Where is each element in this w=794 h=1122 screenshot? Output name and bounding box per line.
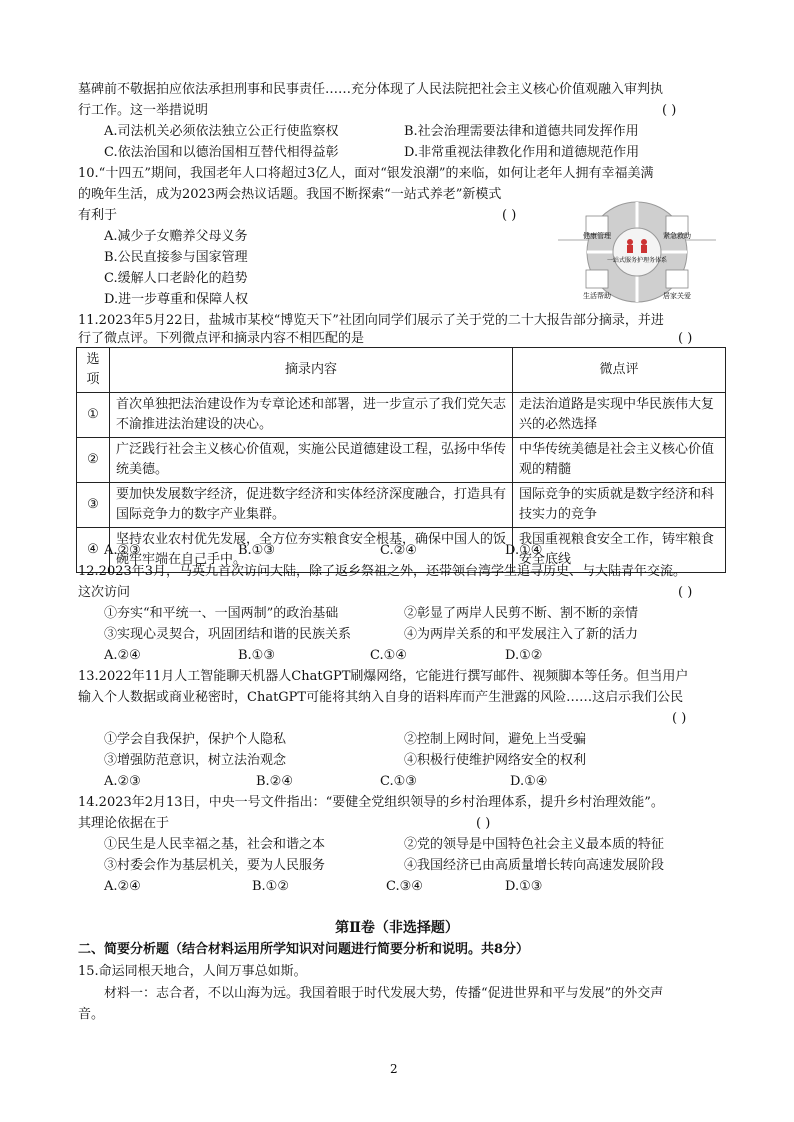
q10-stem-line1: 10.“十四五”期间，我国老年人口将超过3亿人，面对“银发浪潮”的来临，如何让老年人拥有幸福美满 <box>78 166 654 181</box>
q13-stem-line1: 13.2022年11月人工智能聊天机器人ChatGPT刷爆网络，它能进行撰写邮件、视频脚本等任务。但当用户 <box>78 669 689 684</box>
q12-statement-4: ④为两岸关系的和平发展注入了新的活力 <box>404 627 639 642</box>
diagram-seg-home: 居家关爱 <box>663 292 691 300</box>
q11-stem-line1: 11.2023年5月22日，盐城市某校“博览天下”社团向同学们展示了关于党的二十大报告部分摘录，并进 <box>78 313 664 328</box>
diagram-seg-emergency: 紧急救助 <box>663 232 691 240</box>
q12-statement-2: ②彰显了两岸人民剪不断、割不断的亲情 <box>404 606 639 621</box>
q11-stem-line2: 行了微点评。下列微点评和摘录内容不相匹配的是 <box>78 331 365 346</box>
q9-stem-line1: 墓碑前不敬据拍应依法承担刑事和民事责任……充分体现了人民法院把社会主义核心价值观融入审判执 <box>78 82 664 97</box>
q9-option-b: B.社会治理需要法律和道德共同发挥作用 <box>404 124 639 139</box>
q14-stem-line1: 14.2023年2月13日，中央一号文件指出：“要健全党组织领导的乡村治理体系，提升乡村治理效能”。 <box>78 795 664 810</box>
diagram-center-label: 一站式服务护理务体系 <box>606 257 668 264</box>
table-cell-comment: 中华传统美德是社会主义核心价值观的精髓 <box>513 438 726 483</box>
q15-stem: 15.命运同根天地合，人间万事总如斯。 <box>78 964 307 979</box>
q14-statement-2: ②党的领导是中国特色社会主义最本质的特征 <box>404 837 665 852</box>
q9-answer-paren: ( ) <box>662 103 677 118</box>
diagram-seg-health: 健康管理 <box>583 232 611 240</box>
q10-option-b: B.公民直接参与国家管理 <box>104 250 248 265</box>
table-row <box>77 483 726 528</box>
part2-section-heading: 二、简要分析题（结合材料运用所学知识对问题进行简要分析和说明。共8分） <box>78 942 530 957</box>
q14-statement-1: ①民生是人民幸福之基，社会和谐之本 <box>104 837 326 852</box>
table-cell-num: ① <box>77 393 110 438</box>
q14-option-a: A.②④ <box>104 879 141 894</box>
q10-stem-line2: 的晚年生活，成为2023两会热议话题。我国不断探索“一站式养老”新模式 <box>78 187 502 202</box>
q11-option-b: B.①③ <box>238 543 275 558</box>
q12-option-c: C.①④ <box>370 648 407 663</box>
q14-option-b: B.①② <box>252 879 289 894</box>
q15-material1-line1: 材料一：志合者，不以山海为远。我国着眼于时代发展大势，传播“促进世界和平与发展”的外交声 <box>104 986 664 1001</box>
q12-option-b: B.①③ <box>238 648 275 663</box>
q15-material1-line2: 音。 <box>78 1007 105 1022</box>
q13-option-d: D.①④ <box>510 774 548 789</box>
table-row <box>77 438 726 483</box>
q10-option-d: D.进一步尊重和保障人权 <box>104 292 249 307</box>
q13-statement-2: ②控制上网时间，避免上当受骗 <box>404 732 587 747</box>
table-header-excerpt: 摘录内容 <box>110 348 513 393</box>
q12-stem-line1: 12.2023年3月，马英九首次访问大陆，除了返乡祭祖之外，还带领台湾学生追寻历史、与大陆青年交流。 <box>78 564 687 579</box>
q13-option-a: A.②③ <box>104 774 141 789</box>
q12-statement-1: ①夯实“和平统一、一国两制”的政治基础 <box>104 606 339 621</box>
table-row <box>77 393 726 438</box>
q12-statement-3: ③实现心灵契合，巩固团结和谐的民族关系 <box>104 627 352 642</box>
table-cell-excerpt: 坚持农业农村优先发展，全方位夯实粮食安全根基，确保中国人的饭碗牢牢端在自己手中。 <box>110 528 513 573</box>
q14-option-d: D.①③ <box>505 879 543 894</box>
q13-option-c: C.①③ <box>380 774 417 789</box>
q14-answer-paren: ( ) <box>476 816 491 831</box>
q11-option-d: D.①④ <box>505 543 543 558</box>
q14-statement-4: ④我国经济已由高质量增长转向高速发展阶段 <box>404 858 665 873</box>
q9-stem-line2: 行工作。这一举措说明 <box>78 103 209 118</box>
q12-option-d: D.①② <box>505 648 543 663</box>
q9-option-c: C.依法治国和以德治国相互替代相得益彰 <box>104 145 339 160</box>
diagram-seg-life: 生活帮助 <box>583 292 611 300</box>
q9-option-d: D.非常重视法律教化作用和道德规范作用 <box>404 145 640 160</box>
table-cell-excerpt: 要加快发展数字经济，促进数字经济和实体经济深度融合，打造具有国际竞争力的数字产业集群。 <box>110 483 513 528</box>
q14-stem-line2: 其理论依据在于 <box>78 816 170 831</box>
q13-answer-paren: ( ) <box>672 711 687 726</box>
table-cell-comment: 国际竞争的实质就是数字经济和科技实力的竞争 <box>513 483 726 528</box>
q9-option-a: A.司法机关必须依法独立公正行使监察权 <box>104 124 339 139</box>
q11-table <box>76 347 726 573</box>
q13-option-b: B.②④ <box>256 774 293 789</box>
q14-statement-3: ③村委会作为基层机关，要为人民服务 <box>104 858 326 873</box>
table-header-comment: 微点评 <box>513 348 726 393</box>
page-number: 2 <box>390 1062 398 1076</box>
q12-option-a: A.②④ <box>104 648 141 663</box>
table-cell-num: ④ <box>77 528 110 573</box>
table-cell-excerpt: 广泛践行社会主义核心价值观，实施公民道德建设工程，弘扬中华传统美德。 <box>110 438 513 483</box>
q13-stem-line2: 输入个人数据或商业秘密时，ChatGPT可能将其纳入自身的语料库而产生泄露的风险……这启示我们公民 <box>78 690 684 705</box>
table-cell-num: ② <box>77 438 110 483</box>
q14-option-c: C.③④ <box>386 879 423 894</box>
q10-answer-paren: ( ) <box>502 208 517 223</box>
q12-stem-line2: 这次访问 <box>78 585 131 600</box>
elderly-care-diagram <box>558 200 716 305</box>
q10-stem-line3: 有利于 <box>78 208 118 223</box>
table-header-option: 选项 <box>77 348 110 393</box>
q11-option-a: A.②③ <box>104 543 141 558</box>
q11-answer-paren: ( ) <box>678 331 693 346</box>
q12-answer-paren: ( ) <box>678 585 693 600</box>
q10-option-a: A.减少子女赡养父母义务 <box>104 229 248 244</box>
part2-title: 第Ⅱ卷（非选择题） <box>335 920 459 936</box>
q13-statement-4: ④积极行使维护网络安全的权利 <box>404 753 587 768</box>
table-cell-comment: 走法治道路是实现中华民族伟大复兴的必然选择 <box>513 393 726 438</box>
q13-statement-1: ①学会自我保护，保护个人隐私 <box>104 732 287 747</box>
table-cell-excerpt: 首次单独把法治建设作为专章论述和部署，进一步宣示了我们党矢志不渝推进法治建设的决心。 <box>110 393 513 438</box>
q13-statement-3: ③增强防范意识，树立法治观念 <box>104 753 287 768</box>
table-cell-num: ③ <box>77 483 110 528</box>
q11-option-c: C.②④ <box>380 543 417 558</box>
table-header-row <box>77 348 726 393</box>
q10-option-c: C.缓解人口老龄化的趋势 <box>104 271 248 286</box>
table-cell-comment: 我国重视粮食安全工作，铸牢粮食安全底线 <box>513 528 726 573</box>
